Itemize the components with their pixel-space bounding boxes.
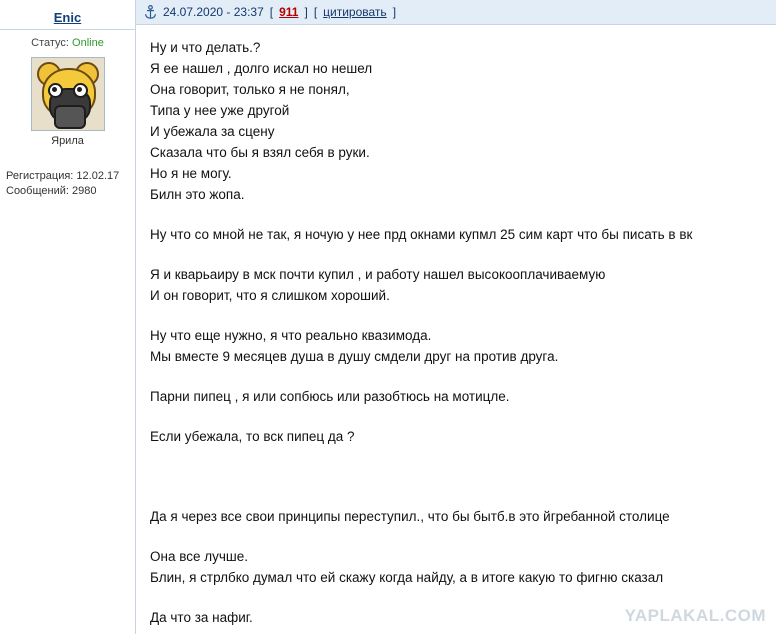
post-line: Но я не могу. (150, 166, 232, 181)
post-line: Парни пипец , я или сопбюсь или разобтюсь на мотицле. (150, 389, 510, 404)
post-paragraph (150, 224, 762, 245)
post-line: Я ее нашел , долго искал но нешел (150, 61, 373, 76)
quote-bracket-close: ] (392, 5, 397, 19)
post-paragraph (150, 506, 762, 527)
post-paragraph-empty (150, 466, 762, 487)
bear-avatar-icon (32, 58, 104, 130)
post-line: Она говорит, только я не понял, (150, 82, 350, 97)
post-date: 24.07.2020 - 23:37 (163, 5, 264, 19)
author-meta (0, 169, 135, 199)
author-message-count: Сообщений: 2980 (6, 185, 97, 197)
post-line: И убежала за сцену (150, 124, 275, 139)
post-line: Ну что со мной не так, я ночую у нее прд окнами купмл 25 сим карт что бы писать в вк (150, 227, 693, 242)
author-status-label: Статус: (31, 37, 69, 49)
post-line: Сказала что бы я взял себя в руки. (150, 145, 370, 160)
post-line: Да что за нафиг. (150, 610, 253, 625)
post-paragraph (150, 264, 762, 306)
author-status-value: Online (72, 37, 104, 49)
author-registration: Регистрация: 12.02.17 (6, 170, 120, 182)
avatar-caption: Ярила (51, 135, 84, 147)
author-name-row (0, 6, 135, 30)
post-paragraph (150, 37, 762, 205)
quote-bracket-open: [ (313, 5, 318, 19)
post-body (136, 25, 776, 634)
anchor-icon[interactable] (144, 5, 157, 19)
post-line: Она все лучше. (150, 549, 248, 564)
post-paragraph (150, 386, 762, 407)
avatar[interactable] (31, 57, 105, 131)
post-line: Если убежала, то вск пипец да ? (150, 429, 355, 444)
post-line: Ну и что делать.? (150, 40, 261, 55)
post-header (136, 0, 776, 25)
post-content-column (136, 0, 776, 634)
post-line: Я и кварьаиру в мск почти купил , и работу нашел высокооплачиваемую (150, 267, 606, 282)
post-line: Ну что еще нужно, я что реально квазимода. (150, 328, 432, 343)
author-name-link[interactable]: Enic (53, 10, 82, 25)
post-paragraph (150, 426, 762, 447)
post-line: И он говорит, что я слишком хороший. (150, 288, 390, 303)
post-line (150, 466, 762, 487)
post-paragraph (150, 325, 762, 367)
quote-button[interactable]: цитировать (323, 5, 387, 19)
bracket-close: ] (304, 5, 308, 19)
bracket-open: [ (269, 5, 274, 19)
post-line: Блин, я стрлбко думал что ей скажу когда найду, а в итоге какую то фигню сказал (150, 570, 664, 585)
author-status (31, 37, 104, 49)
site-watermark: YAPLAKAL.COM (624, 606, 766, 625)
post-paragraph (150, 546, 762, 588)
post-line: Билн это жопа. (150, 187, 245, 202)
post-line: Типа у нее уже другой (150, 103, 290, 118)
post-line: Да я через все свои принципы переступил., что бы бытб.в это йгребанной столице (150, 509, 670, 524)
post-line: Мы вместе 9 месяцев душа в душу смдели друг на против друга. (150, 349, 559, 364)
post-author-column (0, 0, 136, 634)
post-number-link[interactable]: 911 (279, 5, 299, 19)
